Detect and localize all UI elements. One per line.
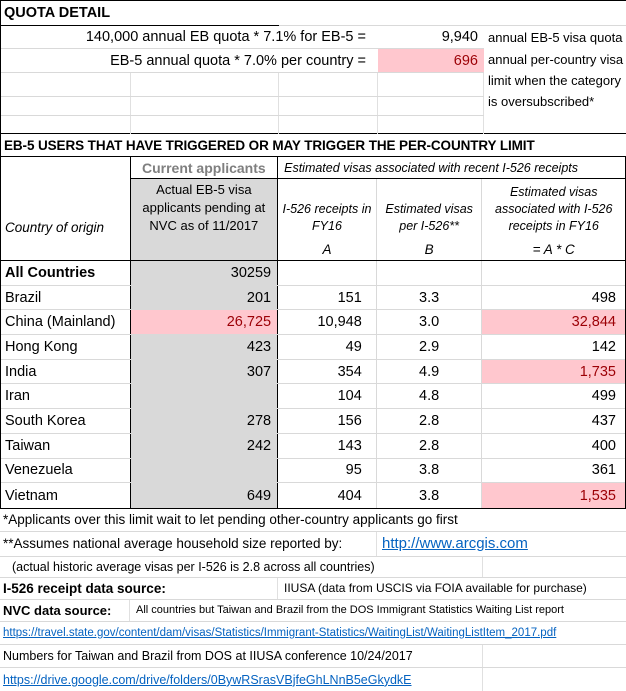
cell-est-visas: 400 (591, 437, 616, 454)
cell-est-visas: 437 (591, 412, 616, 429)
cell-est-visas-highlighted: 32,844 (482, 310, 625, 334)
waitinglist-link-row (0, 622, 626, 645)
group-header-estimated-visas: Estimated visas associated with recent I-526 receipts (278, 157, 625, 179)
formula-c: = A * C (532, 241, 575, 257)
cell-country: India (1, 360, 131, 384)
cell-receipts: 156 (278, 409, 377, 433)
column-header-country: Country of origin (1, 179, 131, 238)
nvc-source-label: NVC data source: (0, 600, 130, 621)
quota-row1-value: 9,940 (441, 29, 478, 45)
waitinglist-link[interactable]: https://travel.state.gov/content/dam/visas/Statistics/Immigrant-Statistics/WaitingList/WaitingListItem_2017.pdf (3, 626, 557, 639)
quota-row1-note: annual EB-5 visa quota (488, 30, 623, 45)
cell-est-visas: 498 (591, 289, 616, 306)
cell-pending: 201 (131, 286, 279, 310)
quota-section (0, 0, 626, 133)
quota-title-spacer (279, 1, 626, 26)
cell-visas-per: 4.9 (377, 360, 483, 384)
cell-visas-per: 2.9 (377, 335, 483, 359)
column-header-row (1, 179, 625, 238)
quota-empty-row (1, 97, 484, 116)
table-row-china (1, 310, 625, 335)
footnote-household-row (0, 532, 626, 557)
column-header-visas-per: Estimated visas per I-526** (377, 179, 483, 238)
quota-title-row (1, 1, 626, 26)
table-row-taiwan (1, 434, 625, 459)
quota-row1-label: 140,000 annual EB quota * 7.1% for EB-5 = (85, 29, 366, 45)
cell-pending: 278 (131, 409, 279, 433)
cell-pending (131, 384, 279, 408)
cell-country: Venezuela (1, 459, 131, 483)
table-row-south-korea (1, 409, 625, 434)
cell-pending: 307 (131, 360, 279, 384)
cell-country: All Countries (1, 261, 131, 285)
cell-est-visas: 361 (591, 462, 616, 479)
cell-country: China (Mainland) (1, 310, 131, 334)
group-header-empty (1, 157, 131, 179)
cell-est-visas-highlighted: 1,535 (482, 483, 625, 508)
cell-receipts: 95 (278, 459, 377, 483)
table-row-hong-kong (1, 335, 625, 360)
group-header-current-applicants: Current applicants (131, 157, 279, 179)
cell-receipts: 49 (278, 335, 377, 359)
cell-country: Hong Kong (1, 335, 131, 359)
cell-visas-per: 3.8 (377, 483, 483, 508)
i526-source-value: IIUSA (data from USCIS via FOIA available for purchase) (284, 581, 587, 596)
quota-annotations (484, 26, 626, 112)
cell-receipts: 143 (278, 434, 377, 458)
column-header-est-visas: Estimated visas associated with I-526 receipts in FY16 (495, 185, 613, 233)
cell-pending (131, 459, 279, 483)
cell-pending: 423 (131, 335, 279, 359)
cell-country: Brazil (1, 286, 131, 310)
cell-est-visas: 142 (591, 338, 616, 355)
quota-row2-value-highlighted: 696 (378, 49, 484, 72)
cell-visas-per: 3.3 (377, 286, 483, 310)
cell-est-visas-highlighted: 1,735 (482, 360, 625, 384)
cell-country: Vietnam (1, 483, 131, 508)
cell-visas-per: 3.0 (377, 310, 483, 334)
nvc-source-row (0, 600, 626, 622)
i526-source-label: I-526 receipt data source: (0, 578, 278, 599)
table-row-iran (1, 384, 625, 409)
taiwan-brazil-note-row (0, 645, 626, 668)
cell-pending: 242 (131, 434, 279, 458)
table-row-brazil (1, 286, 625, 311)
cell-receipts: 10,948 (278, 310, 377, 334)
cell-est-visas (482, 261, 625, 285)
cell-receipts: 151 (278, 286, 377, 310)
quota-title-cell (1, 1, 279, 26)
group-header-row (1, 157, 625, 179)
cell-est-visas: 499 (591, 388, 616, 405)
quota-row2-label: EB-5 annual quota * 7.0% per country = (110, 52, 366, 69)
quota-row2-note: annual per-country visa limit when the category is oversubscribed* (488, 52, 624, 109)
cell-pending: 649 (131, 483, 279, 508)
table-row-india (1, 360, 625, 385)
cell-receipts: 354 (278, 360, 377, 384)
formula-b: B (377, 238, 483, 260)
cell-visas-per: 2.8 (377, 409, 483, 433)
footnote-historic-row (0, 557, 626, 578)
cell-pending: 30259 (131, 261, 279, 285)
country-limit-table (0, 157, 626, 509)
drive-link[interactable]: https://drive.google.com/drive/folders/0BywRSrasVBjfeGhLNnB5eGkydkE (3, 672, 412, 687)
cell-visas-per: 3.8 (377, 459, 483, 483)
column-header-receipts: I-526 receipts in FY16 (278, 179, 377, 238)
table-section-title: EB-5 USERS THAT HAVE TRIGGERED OR MAY TRIGGER THE PER-COUNTRY LIMIT (0, 133, 626, 157)
footnote-household-label: **Assumes national average household size reported by: (0, 532, 377, 556)
cell-pending-highlighted: 26,725 (131, 310, 279, 334)
table-row-venezuela (1, 459, 625, 484)
quota-title: QUOTA DETAIL (4, 5, 111, 21)
cell-receipts: 404 (278, 483, 377, 508)
cell-country: Taiwan (1, 434, 131, 458)
cell-visas-per: 2.8 (377, 434, 483, 458)
arcgis-link[interactable]: http://www.arcgis.com (382, 534, 528, 552)
cell-country: Iran (1, 384, 131, 408)
formula-row (1, 238, 625, 261)
footnote-applicants: *Applicants over this limit wait to let pending other-country applicants go first (0, 509, 626, 532)
i526-source-row (0, 578, 626, 600)
cell-visas-per: 4.8 (377, 384, 483, 408)
footnote-historic: (actual historic average visas per I-526 is 2.8 across all countries) (0, 557, 483, 577)
cell-visas-per (377, 261, 483, 285)
table-row-all-countries (1, 261, 625, 286)
quota-left-block (1, 26, 484, 134)
quota-empty-row (1, 73, 484, 97)
cell-receipts: 104 (278, 384, 377, 408)
formula-a: A (278, 238, 377, 260)
cell-country: South Korea (1, 409, 131, 433)
table-row-vietnam (1, 483, 625, 508)
quota-empty-row (1, 116, 484, 134)
column-header-pending: Actual EB-5 visa applicants pending at NVC as of 11/2017 (131, 179, 279, 238)
cell-receipts (278, 261, 377, 285)
taiwan-brazil-note: Numbers for Taiwan and Brazil from DOS at IIUSA conference 10/24/2017 (0, 645, 483, 667)
drive-link-row (0, 668, 626, 691)
nvc-source-value: All countries but Taiwan and Brazil from the DOS Immigrant Statistics Waiting List report (136, 604, 564, 617)
